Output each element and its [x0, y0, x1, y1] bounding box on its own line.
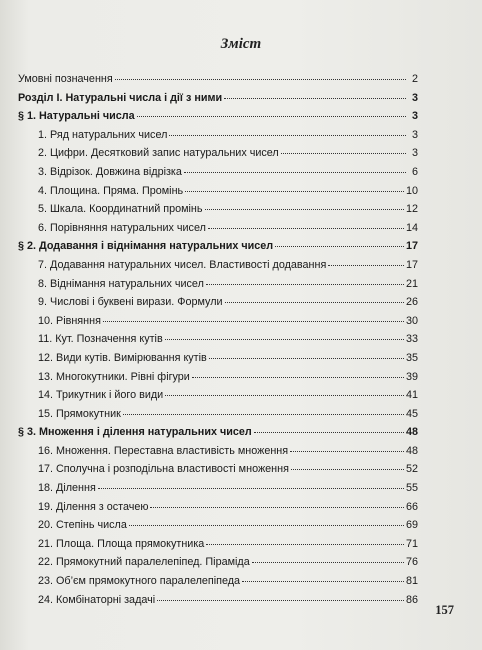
- toc-entry-label: 8. Віднімання натуральних чисел: [38, 277, 204, 290]
- toc-entry: [18, 535, 418, 554]
- dot-leader: [115, 78, 406, 80]
- toc-entry-page: 3: [411, 91, 418, 104]
- toc-entry: [18, 442, 418, 461]
- toc-entry-label: 14. Трикутник і його види: [38, 389, 164, 402]
- toc-entry-page: 45: [405, 407, 418, 420]
- toc-entry: [18, 349, 418, 368]
- toc-entry: [18, 405, 418, 424]
- dot-leader: [208, 227, 404, 229]
- toc-entry-label: Розділ І. Натуральні числа і дії з ними: [18, 91, 223, 104]
- dot-leader: [165, 394, 404, 396]
- toc-entry-label: 18. Ділення: [38, 482, 96, 495]
- toc-entry-label: 4. Площина. Пряма. Промінь: [38, 184, 184, 197]
- dot-leader: [291, 468, 404, 470]
- dot-leader: [254, 431, 404, 433]
- toc-entry-page: 76: [405, 556, 418, 569]
- toc-entry: [18, 591, 418, 610]
- dot-leader: [281, 152, 406, 154]
- dot-leader: [185, 190, 404, 192]
- toc-entry: [18, 553, 418, 572]
- toc-entry-label: 15. Прямокутник: [38, 407, 121, 420]
- toc-entry: [18, 144, 418, 163]
- toc-entry: [18, 126, 418, 145]
- dot-leader: [192, 376, 404, 378]
- toc-entry-label: 16. Множення. Переставна властивість множення: [38, 444, 289, 457]
- toc-entry: [18, 219, 418, 238]
- dot-leader: [242, 580, 404, 582]
- toc-entry: [18, 423, 418, 442]
- toc-entry-page: 6: [411, 165, 418, 178]
- toc-entry: [18, 460, 418, 479]
- toc-entry-label: 9. Числові і буквені вирази. Формули: [38, 296, 223, 309]
- toc-entry-page: 12: [405, 203, 418, 216]
- dot-leader: [150, 506, 404, 508]
- toc-entry-label: 17. Сполучна і розподільна властивості множення: [38, 463, 289, 476]
- dot-leader: [328, 264, 404, 266]
- toc-entry-label: 22. Прямокутний паралелепіпед. Піраміда: [38, 556, 250, 569]
- toc-entry-page: 81: [405, 575, 418, 588]
- toc-entry: [18, 479, 418, 498]
- toc-entry-page: 21: [405, 277, 418, 290]
- toc-entry-label: 5. Шкала. Координатний промінь: [38, 203, 203, 216]
- toc-entry: [18, 163, 418, 182]
- dot-leader: [224, 97, 406, 99]
- toc-entry: [18, 312, 418, 331]
- toc-entry-label: 13. Многокутники. Рівні фігури: [38, 370, 190, 383]
- toc-entry-page: 48: [405, 426, 418, 439]
- toc-entry-page: 55: [405, 482, 418, 495]
- toc-entry-page: 30: [405, 314, 418, 327]
- page-number: 157: [435, 603, 454, 617]
- toc-entry: [18, 572, 418, 591]
- dot-leader: [137, 115, 406, 117]
- toc-entry-label: 21. Площа. Площа прямокутника: [38, 537, 205, 550]
- dot-leader: [184, 171, 406, 173]
- toc-entry: [18, 182, 418, 201]
- toc-entry-label: § 2. Додавання і віднімання натуральних чисел: [18, 240, 274, 253]
- toc-entry: [18, 70, 418, 89]
- page-title: Зміст: [220, 36, 262, 52]
- toc-entry-page: 26: [405, 296, 418, 309]
- toc-entry: [18, 200, 418, 219]
- toc-entry-page: 14: [405, 221, 418, 234]
- toc-entry-label: 12. Види кутів. Вимірювання кутів: [38, 351, 207, 364]
- toc-entry: [18, 293, 418, 312]
- dot-leader: [103, 320, 404, 322]
- toc-entry-label: 11. Кут. Позначення кутів: [38, 333, 163, 346]
- toc-entry: [18, 368, 418, 387]
- dot-leader: [157, 599, 404, 601]
- toc-entry-page: 41: [405, 389, 418, 402]
- toc-entry-label: 6. Порівняння натуральних чисел: [38, 221, 206, 234]
- toc-entry: [18, 237, 418, 256]
- toc-entry-page: 35: [405, 351, 418, 364]
- toc-entry: [18, 330, 418, 349]
- dot-leader: [205, 208, 404, 210]
- toc-entry-page: 86: [405, 593, 418, 606]
- dot-leader: [123, 413, 404, 415]
- dot-leader: [290, 450, 404, 452]
- dot-leader: [206, 283, 404, 285]
- toc-entry-page: 48: [405, 444, 418, 457]
- toc-entry-label: 24. Комбінаторні задачі: [38, 593, 156, 606]
- toc-entry-label: 2. Цифри. Десятковий запис натуральних чисел: [38, 147, 279, 160]
- dot-leader: [165, 338, 404, 340]
- toc-entry-label: 19. Ділення з остачею: [38, 500, 149, 513]
- toc-entry: [18, 516, 418, 535]
- toc-entry-page: 39: [405, 370, 418, 383]
- toc-entry-page: 33: [405, 333, 418, 346]
- toc-entry-label: 10. Рівняння: [38, 314, 101, 327]
- toc-entry: [18, 386, 418, 405]
- toc-entry-label: 20. Степінь числа: [38, 519, 127, 532]
- toc-entry-page: 17: [405, 258, 418, 271]
- toc-entry-page: 2: [411, 73, 418, 85]
- toc-entry-page: 17: [405, 240, 418, 253]
- toc-entry-label: Умовні позначення: [18, 73, 113, 85]
- toc-entry-page: 69: [405, 519, 418, 532]
- toc-entry-page: 3: [411, 128, 418, 141]
- dot-leader: [275, 245, 404, 247]
- toc-entry-page: 71: [405, 537, 418, 550]
- toc-entry: [18, 275, 418, 294]
- toc-entry-label: 3. Відрізок. Довжина відрізка: [38, 165, 182, 178]
- dot-leader: [129, 524, 404, 526]
- dot-leader: [225, 301, 404, 303]
- table-of-contents: [18, 70, 418, 609]
- toc-entry-label: 1. Ряд натуральних чисел: [38, 128, 168, 141]
- toc-entry-page: 3: [411, 147, 418, 160]
- toc-entry-label: § 3. Множення і ділення натуральних чисел: [18, 426, 252, 439]
- toc-entry: [18, 256, 418, 275]
- toc-entry-page: 3: [411, 110, 418, 123]
- toc-entry-label: § 1. Натуральні числа: [18, 110, 135, 123]
- dot-leader: [206, 543, 404, 545]
- toc-entry: [18, 107, 418, 126]
- dot-leader: [209, 357, 404, 359]
- dot-leader: [98, 487, 404, 489]
- dot-leader: [169, 134, 406, 136]
- toc-entry-label: 23. Об’єм прямокутного паралелепіпеда: [38, 575, 241, 588]
- toc-entry-page: 10: [405, 184, 418, 197]
- toc-entry: [18, 89, 418, 108]
- dot-leader: [252, 561, 404, 563]
- toc-entry-page: 52: [405, 463, 418, 476]
- toc-entry-page: 66: [405, 500, 418, 513]
- toc-entry: [18, 498, 418, 517]
- toc-entry-label: 7. Додавання натуральних чисел. Властивості додавання: [38, 258, 327, 271]
